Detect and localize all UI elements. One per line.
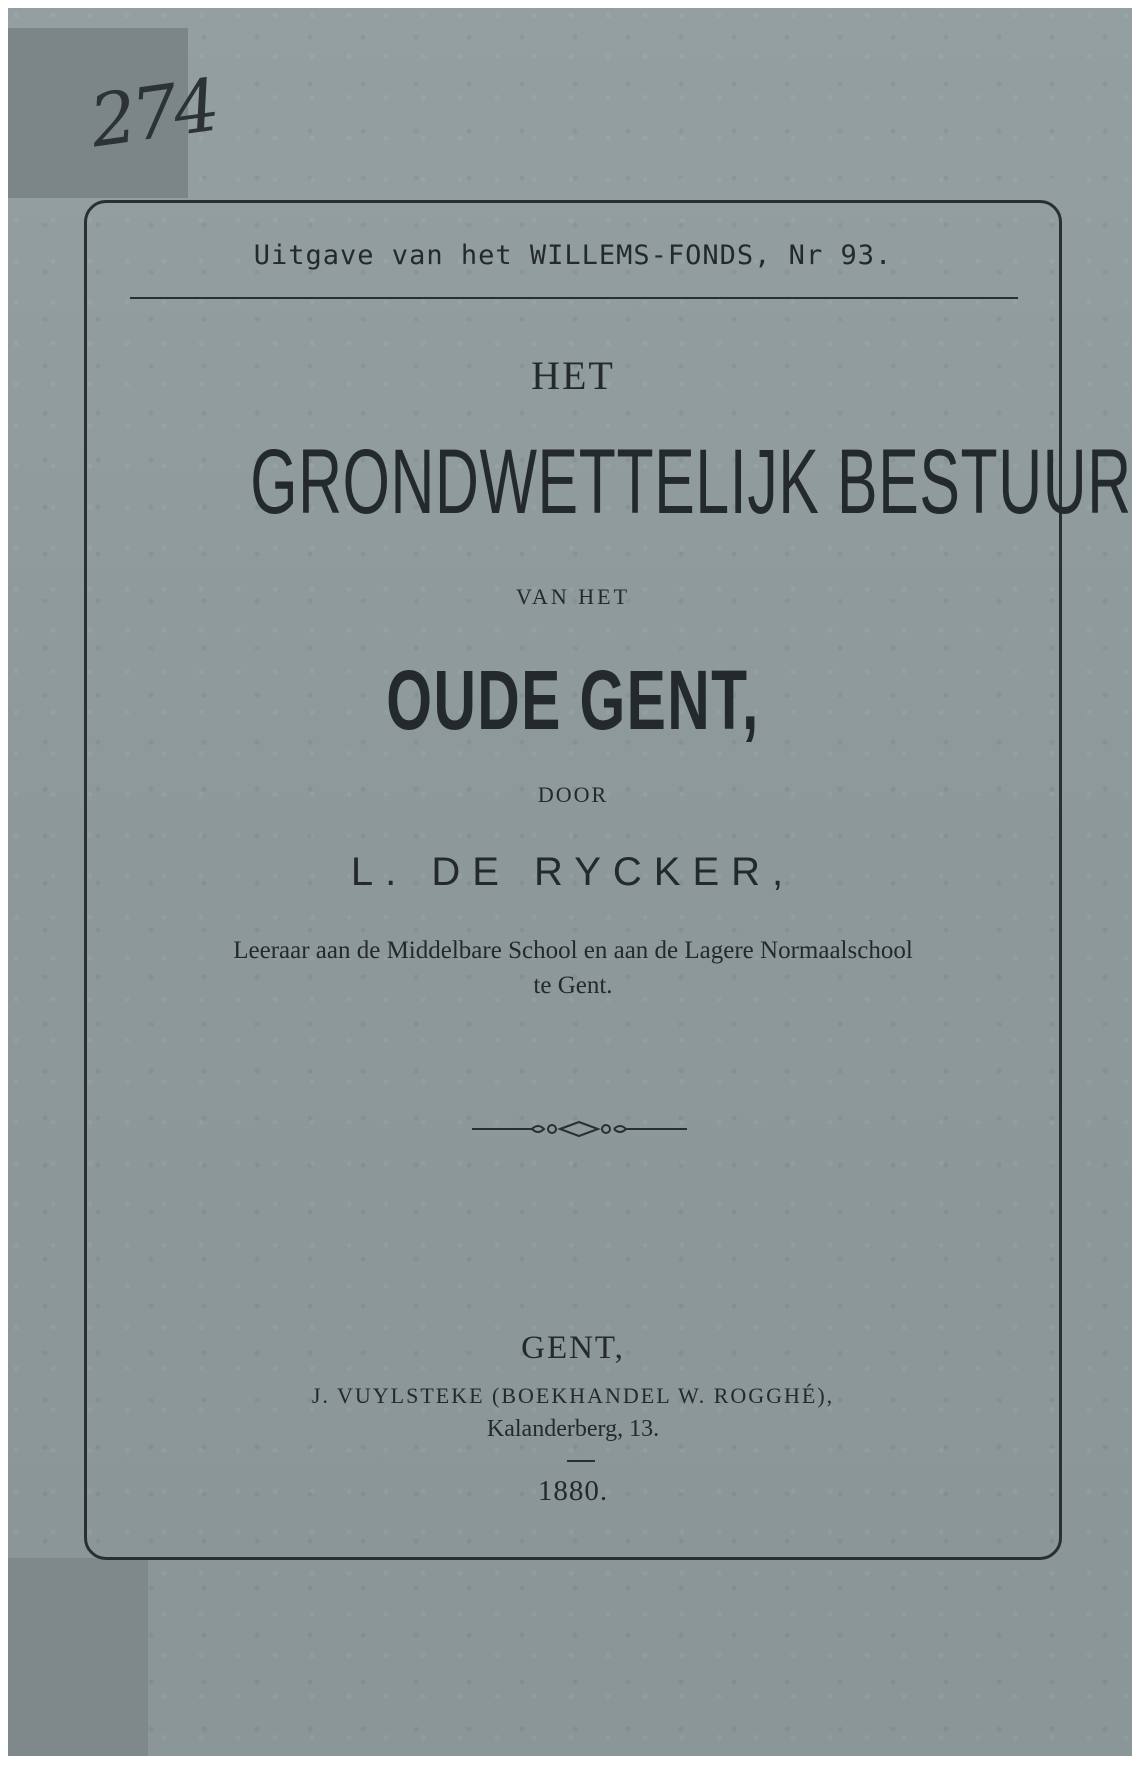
author-role-line1: Leeraar aan de Middelbare School en aan de Lagere Normaalschool: [233, 937, 913, 964]
ornament-divider-icon: [472, 1118, 687, 1140]
handwritten-shelfmark: 274: [85, 62, 221, 164]
year-rule: [567, 1460, 595, 1462]
author-name: L. DE RYCKER,: [350, 850, 796, 894]
imprint-publisher: J. VUYLSTEKE (BOEKHANDEL W. ROGGHÉ),: [311, 1383, 835, 1408]
imprint-address: Kalanderberg, 13.: [486, 1416, 660, 1442]
subject-title: OUDE GENT,: [386, 653, 760, 747]
library-tape-bottom: [8, 1558, 148, 1756]
byline-door: DOOR: [537, 782, 609, 807]
header-rule: [130, 297, 1018, 299]
author-role-line2: te Gent.: [533, 972, 613, 999]
series-line: Uitgave van het WILLEMS-FONDS, Nr 93.: [253, 240, 893, 271]
main-title: GRONDWETTELIJK BESTUUR: [250, 431, 1132, 533]
imprint-year: 1880.: [537, 1475, 609, 1507]
title-article: HET: [531, 353, 615, 398]
imprint-city: GENT,: [521, 1330, 625, 1366]
title-connector: VAN HET: [515, 584, 631, 609]
